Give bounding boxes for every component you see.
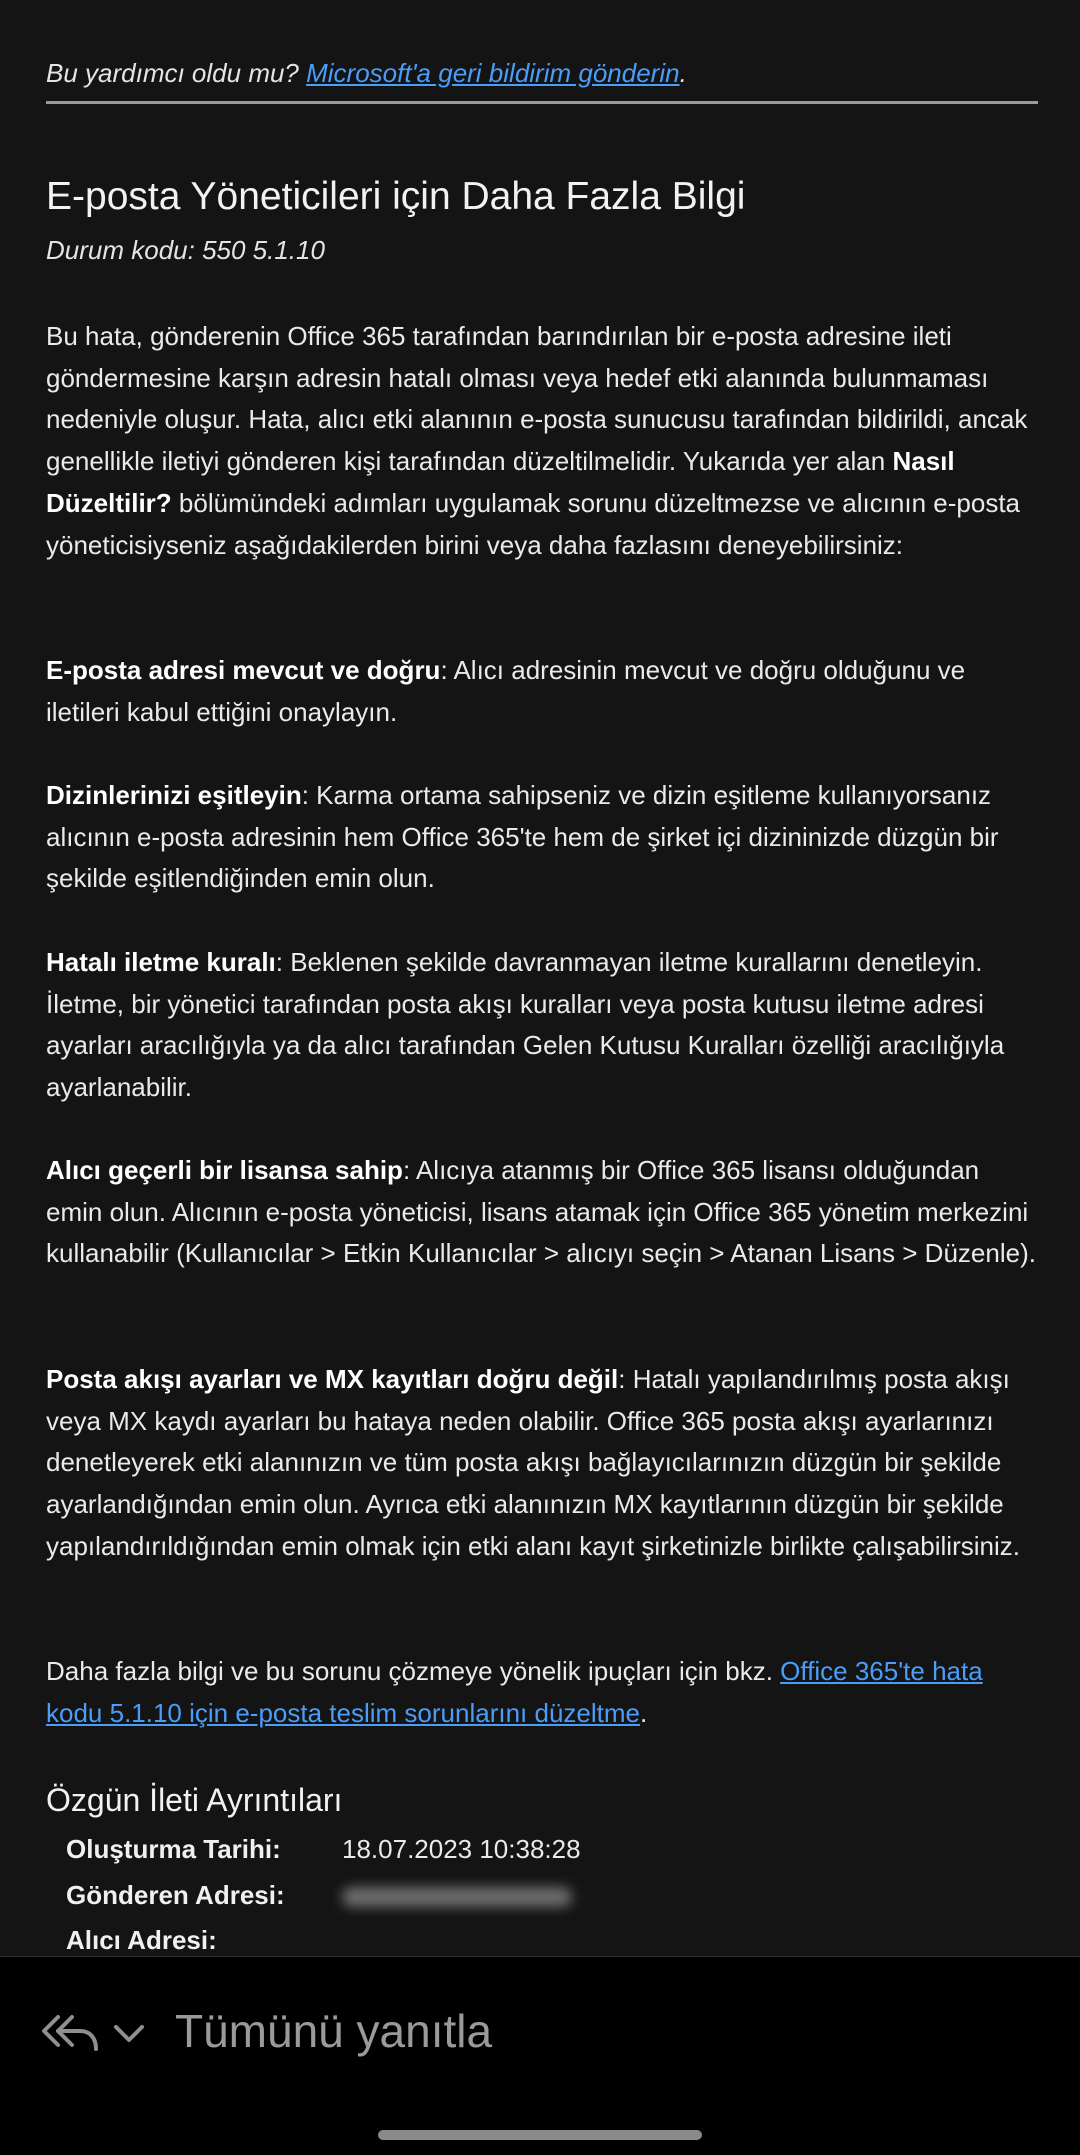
intro-paragraph (46, 316, 1038, 566)
feedback-link[interactable]: Microsoft'a geri bildirim gönderin (306, 58, 680, 88)
section-title: E-posta Yöneticileri için Daha Fazla Bilgi (46, 175, 746, 218)
more-info-suffix: . (639, 1697, 648, 1728)
tip-paragraph (46, 1150, 1038, 1275)
reply-toolbar (0, 1956, 1080, 2155)
details-title: Özgün İleti Ayrıntıları (46, 1782, 343, 1818)
divider (46, 101, 1038, 104)
tip-title: Alıcı geçerli bir lisansa sahip (46, 1155, 403, 1185)
tip-paragraph (46, 1359, 1038, 1568)
feedback-suffix: . (679, 58, 687, 88)
created-label: Oluşturma Tarihi: (66, 1834, 281, 1864)
chevron-down-icon[interactable] (110, 2019, 148, 2047)
sender-label: Gönderen Adresi: (66, 1880, 285, 1910)
tip-title: Posta akışı ayarları ve MX kayıtları doğru değil (46, 1364, 619, 1394)
intro-text: Bu hata, gönderenin Office 365 tarafından barındırılan bir e-posta adresine ileti göndermesine karşın adresin hatalı olması veya hedef etki alanında bulunmaması nedeniyle oluşur. Hata, alıcı etki alanının e-posta sunucusu tarafından bildirildi, ancak genellikle iletiyi gönderen kişi tarafından düzeltilmelidir. Yukarıda yer alan (46, 321, 1028, 477)
more-info-paragraph (46, 1651, 1038, 1734)
tip-paragraph (46, 942, 1038, 1109)
reply-all-icon[interactable] (40, 2011, 100, 2055)
tip-paragraph (46, 650, 1038, 733)
detail-row-created (66, 1831, 581, 1867)
tip-title: E-posta adresi mevcut ve doğru (46, 655, 441, 685)
intro-bold: Nasıl Düzeltilir? (46, 446, 955, 518)
more-info-link[interactable]: Office 365'te hata kodu 5.1.10 için e-posta teslim sorunlarını düzeltme (46, 1656, 983, 1728)
tip-text: : Alıcıya atanmış bir Office 365 lisansı olduğundan emin olun. Alıcının e-posta yöneticisi, lisans atamak için Office 365 yönetim merkezini kullanabilir (Kullanıcılar > Etkin Kullanıcılar > alıcıyı seçin > Atanan Lisans > Düzenle). (46, 1155, 1036, 1269)
intro-text-end: bölümündeki adımları uygulamak sorunu düzeltmezse ve alıcının e-posta yöneticisiyseniz aşağıdakilerden birini veya daha fazlasını deneyebilirsiniz: (46, 487, 1021, 560)
more-info-text: Daha fazla bilgi ve bu sorunu çözmeye yönelik ipuçları için bkz. (46, 1656, 781, 1686)
tip-text: : Hatalı yapılandırılmış posta akışı veya MX kaydı ayarları bu hataya neden olabilir. Office 365 posta akışı ayarlarınızı denetleyerek etki alanınızın ve tüm posta akışı bağlayıcılarınızın düzgün bir şekilde ayarlandığından emin olun. Ayrıca etki alanınızın MX kayıtlarının düzgün bir şekilde yapılandırıldığından emin olmak için etki alanı kayıt şirketinizle birlikte çalışabilirsiniz. (46, 1364, 1020, 1561)
detail-row-sender (66, 1877, 285, 1913)
tip-text: : Beklenen şekilde davranmayan iletme kurallarını denetleyin. İletme, bir yönetici tarafından posta akışı kuralları veya posta kutusu iletme adresi ayarları aracılığıyla ya da alıcı tarafından Gelen Kutusu Kuralları özelliği aracılığıyla ayarlanabilir. (46, 947, 1005, 1103)
tip-text: : Karma ortama sahipseniz ve dizin eşitleme kullanıyorsanız alıcının e-posta adresinin hem Office 365'te hem de şirket içi dizininizde düzgün bir şekilde eşitlendiğinden emin olun. (46, 780, 999, 894)
status-code: Durum kodu: 550 5.1.10 (46, 235, 325, 265)
tip-paragraph (46, 775, 1038, 900)
home-indicator[interactable] (378, 2130, 702, 2140)
tip-title: Dizinlerinizi eşitleyin (46, 780, 302, 810)
feedback-prompt: Bu yardımcı oldu mu? (46, 58, 307, 88)
created-value: 18.07.2023 10:38:28 (342, 1834, 581, 1864)
sender-value-redacted (342, 1877, 572, 1913)
reply-all-button[interactable]: Tümünü yanıtla (175, 2005, 493, 2057)
tip-text: : Alıcı adresinin mevcut ve doğru olduğunu ve iletileri kabul ettiğini onaylayın. (46, 655, 966, 727)
detail-row-recipient (66, 1922, 217, 1958)
recipient-label: Alıcı Adresi: (66, 1925, 217, 1955)
tip-title: Hatalı iletme kuralı (46, 947, 276, 977)
feedback-line (46, 56, 687, 90)
